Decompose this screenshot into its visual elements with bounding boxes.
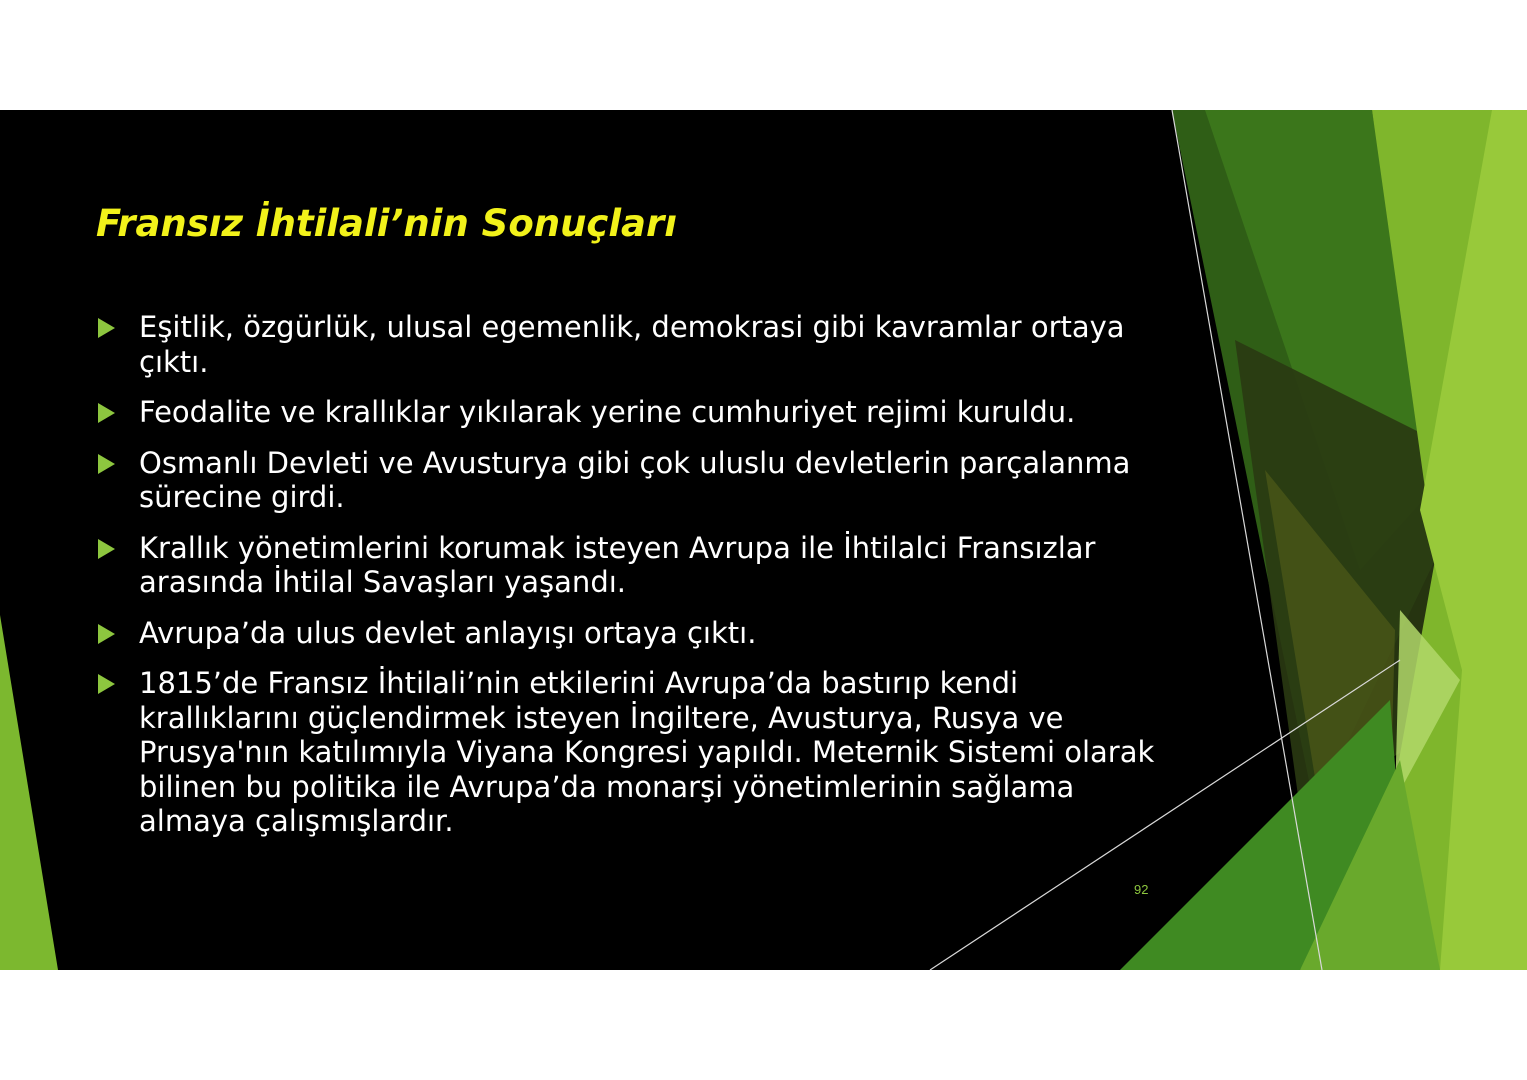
bullet-text: Osmanlı Devleti ve Avusturya gibi çok uluslu devletlerin parçalanma sürecine girdi. xyxy=(139,445,1131,514)
bullet-item xyxy=(96,446,1166,515)
slide xyxy=(0,110,1527,970)
page-number: 92 xyxy=(1134,882,1149,897)
bullet-text: 1815’de Fransız İhtilali’nin etkilerini Avrupa’da bastırıp kendi krallıklarını güçlendirmek isteyen İngiltere, Avusturya, Rusya ve Prusya'nın katılımıyla Viyana Kongresi yapıldı. Meternik Sistemi olarak bilinen bu politika ile Avrupa’da monarşi yönetimlerinin sağlama almaya çalışmışlardır. xyxy=(139,666,1155,838)
triangle-right-icon xyxy=(98,454,115,474)
bullet-item xyxy=(96,666,1166,839)
bullet-item xyxy=(96,616,1166,651)
bullet-text: Eşitlik, özgürlük, ulusal egemenlik, demokrasi gibi kavramlar ortaya çıktı. xyxy=(139,310,1125,379)
slide-title: Fransız İhtilali’nin Sonuçları xyxy=(96,202,677,245)
triangle-right-icon xyxy=(98,674,115,694)
triangle-right-icon xyxy=(98,539,115,559)
bullet-item xyxy=(96,310,1166,379)
triangle-right-icon xyxy=(98,403,115,423)
bullet-item xyxy=(96,531,1166,600)
bullet-list xyxy=(96,310,1166,855)
bullet-text: Feodalite ve krallıklar yıkılarak yerine cumhuriyet rejimi kuruldu. xyxy=(139,395,1076,429)
bullet-text: Krallık yönetimlerini korumak isteyen Avrupa ile İhtilalci Fransızlar arasında İhtilal Savaşları yaşandı. xyxy=(139,530,1096,599)
triangle-right-icon xyxy=(98,624,115,644)
bullet-text: Avrupa’da ulus devlet anlayışı ortaya çıktı. xyxy=(139,615,757,650)
bullet-item xyxy=(96,395,1166,430)
triangle-right-icon xyxy=(98,318,115,338)
